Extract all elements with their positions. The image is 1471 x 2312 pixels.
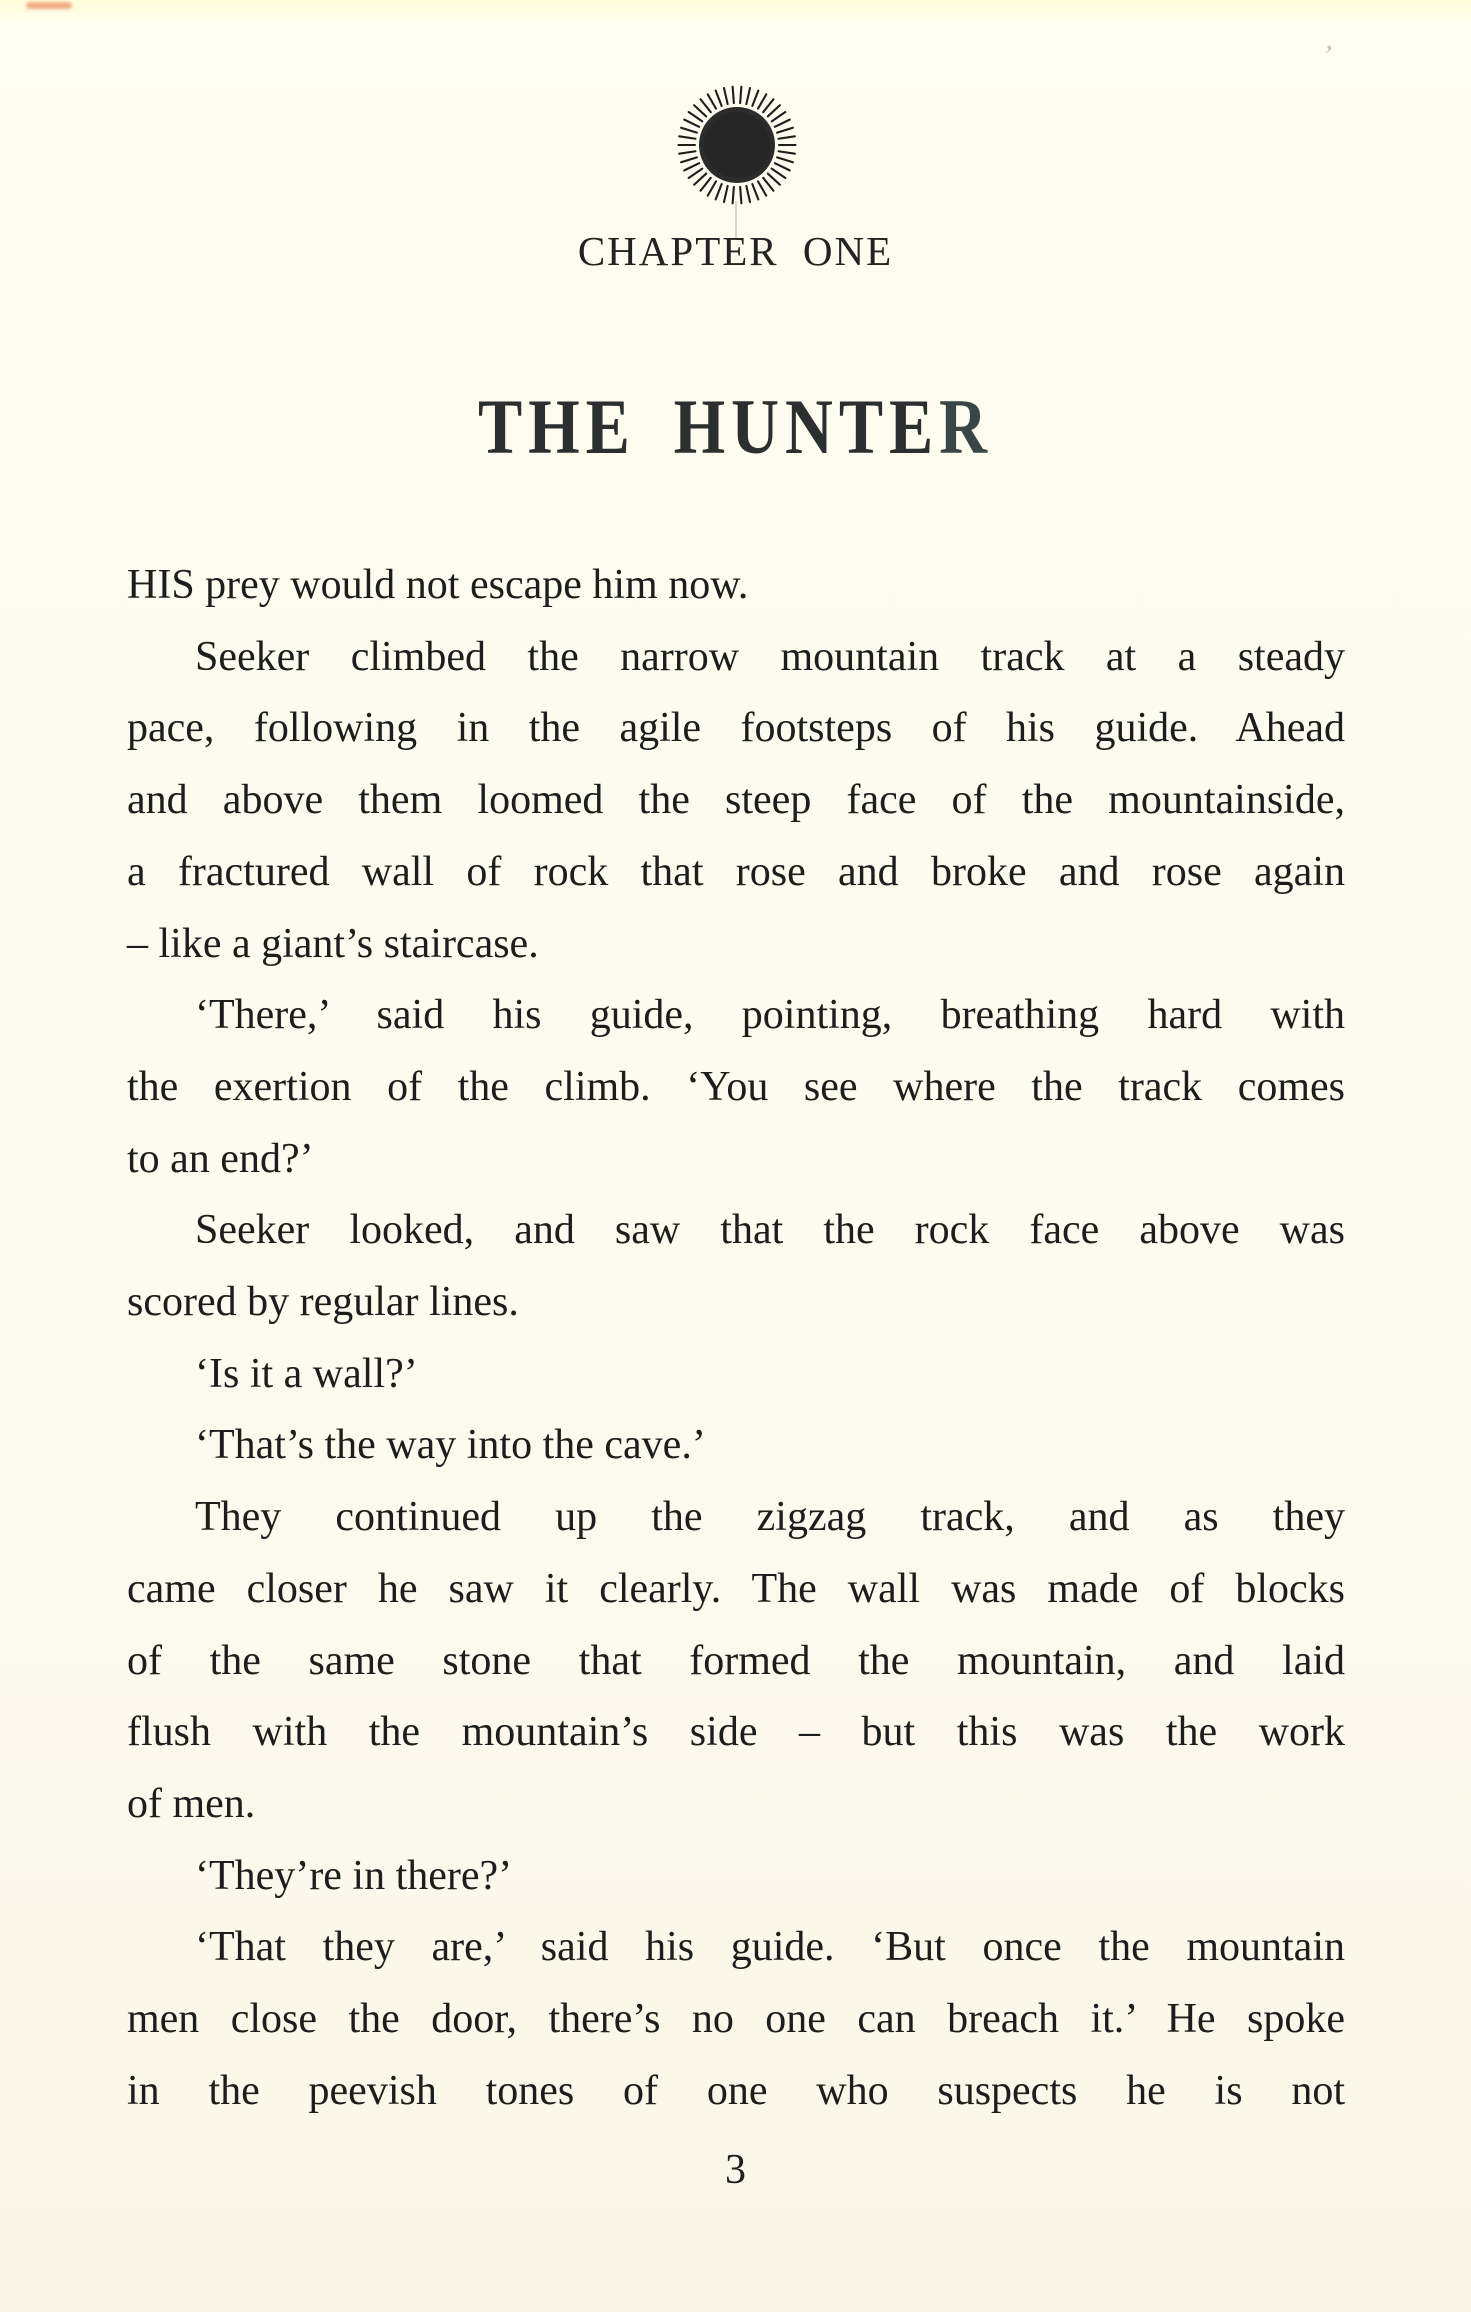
body-line: came closer he saw it clearly. The wall was made of blocks (127, 1565, 1345, 1612)
body-line: of the same stone that formed the mountain, and laid (127, 1637, 1345, 1684)
body-line: Seeker climbed the narrow mountain track at a steady (195, 633, 1345, 680)
body-line: men close the door, there’s no one can breach it.’ He spoke (127, 1996, 1345, 2043)
page-title (110, 382, 1360, 472)
body-line: ‘There,’ said his guide, pointing, breathing hard with (195, 992, 1345, 1039)
body-line: ‘Is it a wall?’ (195, 1350, 418, 1397)
body-line: a fractured wall of rock that rose and broke and rose again (127, 848, 1345, 895)
body-line: ‘They’re in there?’ (195, 1852, 513, 1899)
page-number: 3 (725, 2147, 746, 2193)
body-line: HIS prey would not escape him now. (127, 562, 749, 608)
body-line: Seeker looked, and saw that the rock face above was (195, 1207, 1345, 1254)
title-accent-letter: R (939, 383, 994, 471)
sunburst-icon (676, 84, 798, 206)
body-line: They continued up the zigzag track, and as they (195, 1494, 1345, 1541)
body-line: flush with the mountain’s side – but this was the work (127, 1709, 1345, 1756)
body-line: scored by regular lines. (127, 1279, 519, 1326)
body-line: the exertion of the climb. ‘You see where the track comes (127, 1063, 1345, 1110)
body-line: and above them loomed the steep face of the mountainside, (127, 777, 1345, 824)
body-line: of men. (127, 1780, 256, 1827)
scan-edge-glow (0, 0, 1471, 26)
body-text (127, 550, 1345, 2127)
page-title-main: THE HUNTE (477, 383, 940, 471)
chapter-label: CHAPTER ONE (577, 228, 894, 274)
scan-artifact-red-mark (26, 2, 72, 9)
scan-artifact-speck: ’ (1318, 38, 1336, 74)
body-line: pace, following in the agile footsteps of his guide. Ahead (127, 705, 1345, 752)
body-line: in the peevish tones of one who suspects he is not (127, 2067, 1345, 2114)
body-line: ‘That’s the way into the cave.’ (195, 1422, 706, 1469)
body-line: – like a giant’s staircase. (127, 920, 539, 967)
body-line: ‘That they are,’ said his guide. ‘But once the mountain (195, 1924, 1345, 1971)
body-line: to an end?’ (127, 1135, 314, 1182)
